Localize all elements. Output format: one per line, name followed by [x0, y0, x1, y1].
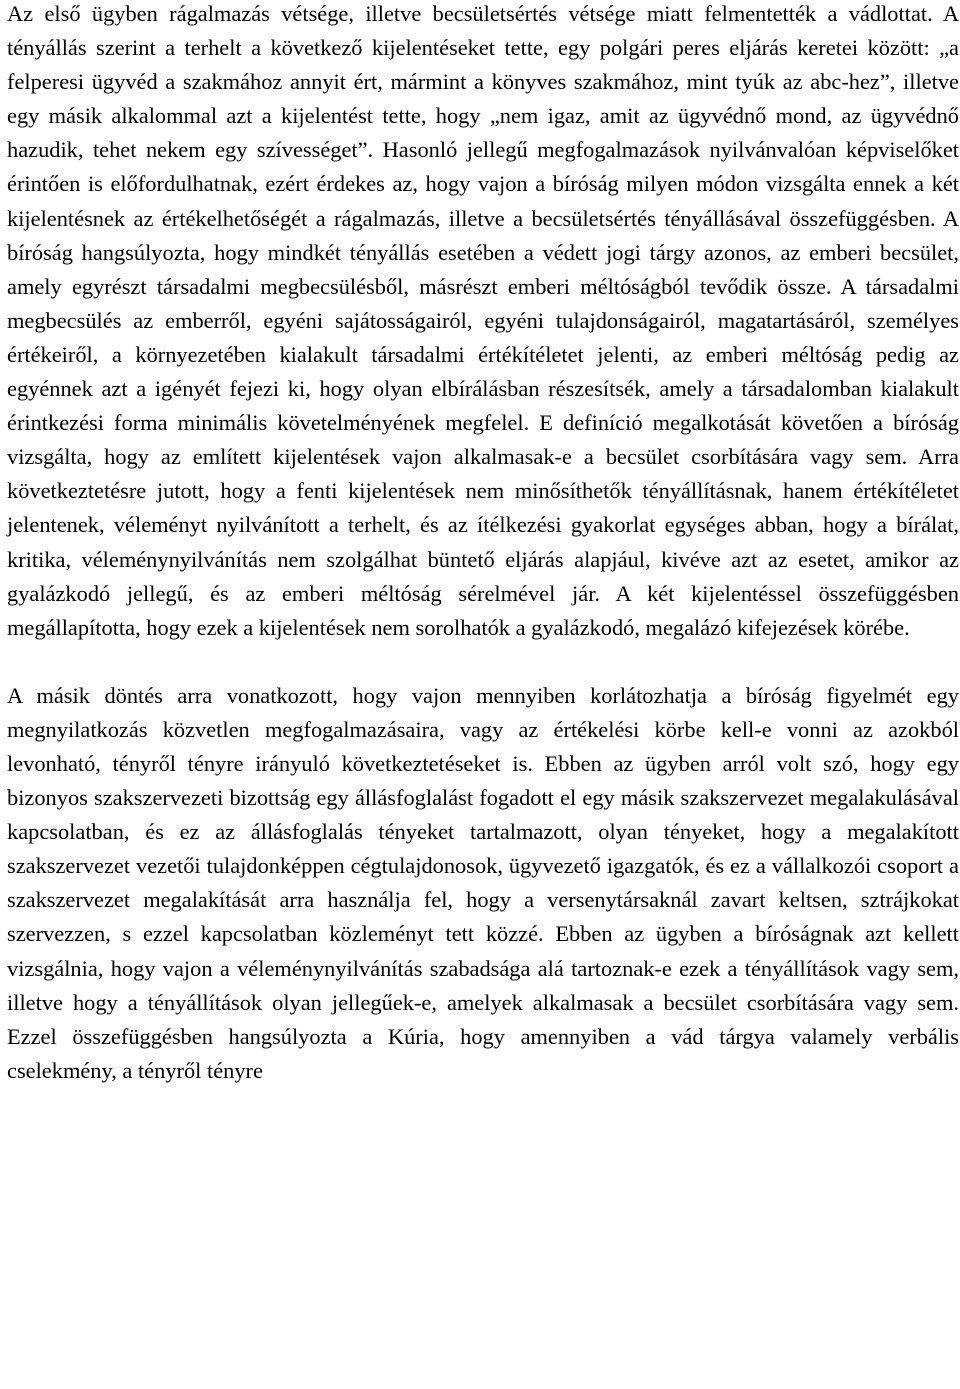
- paragraph-first-case: Az első ügyben rágalmazás vétsége, illetve becsületsértés vétsége miatt felmentették a vádlottat. A tényállás szerint a terhelt a következő kijelentéseket tette, egy polgári peres eljárás keretei között: „a felperesi ügyvéd a szakmához annyit ért, mármint a könyves szakmához, mint tyúk az abc-hez”, illetve egy másik alkalommal azt a kijelentést tette, hogy „nem igaz, amit az ügyvédnő mond, az ügyvédnő hazudik, tehet nekem egy szívességet”. Hasonló jellegű megfogalmazások nyilvánvalóan képviselőket érintően is előfordulhatnak, ezért érdekes az, hogy vajon a bíróság milyen módon vizsgálta ennek a két kijelentésnek az értékelhetőségét a rágalmazás, illetve a becsületsértés tényállásával összefüggésben. A bíróság hangsúlyozta, hogy mindkét tényállás esetében a védett jogi tárgy azonos, az emberi becsület, amely egyrészt társadalmi megbecsülésből, másrészt emberi méltóságból tevődik össze. A társadalmi megbecsülés az emberről, egyéni sajátosságairól, egyéni tulajdonságairól, magatartásáról, személyes értékeiről, a környezetében kialakult társadalmi értékítéletet jelenti, az emberi méltóság pedig az egyénnek azt a igényét fejezi ki, hogy olyan elbírálásban részesítsék, amely a társadalomban kialakult érintkezési forma minimális követelményének megfelel. E definíció megalkotását követően a bíróság vizsgálta, hogy az említett kijelentések vajon alkalmasak-e a becsület csorbítására vagy sem. Arra következtetésre jutott, hogy a fenti kijelentések nem minősíthetők tényállításnak, hanem értékítéletet jelentenek, véleményt nyilvánított a terhelt, és az ítélkezési gyakorlat egységes abban, hogy a bírálat, kritika, véleménynyilvánítás nem szolgálhat büntető eljárás alapjául, kivéve azt az esetet, amikor az gyalázkodó jellegű, és az emberi méltóság sérelmével jár. A két kijelentéssel összefüggésben megállapította, hogy ezek a kijelentések nem sorolhatók a gyalázkodó, megalázó kifejezések körébe.: [7, 1, 959, 640]
- paragraph-second-decision: A másik döntés arra vonatkozott, hogy vajon mennyiben korlátozhatja a bíróság figyelmét egy megnyilatkozás közvetlen megfogalmazásaira, vagy az értékelési körbe kell-e vonni az azokból levonható, tényről tényre irányuló következtetéseket is. Ebben az ügyben arról volt szó, hogy egy bizonyos szakszervezeti bizottság egy állásfoglalást fogadott el egy másik szakszervezet megalakulásával kapcsolatban, és ez az állásfoglalás tényeket tartalmazott, olyan tényeket, hogy a megalakított szakszervezet vezetői tulajdonképpen cégtulajdonosok, ügyvezető igazgatók, és ez a vállalkozói csoport a szakszervezet megalakítását arra használja fel, hogy a versenytársaknál zavart keltsen, sztrájkokat szervezzen, s ezzel kapcsolatban közleményt tett közzé. Ebben az ügyben a bíróságnak azt kellett vizsgálnia, hogy vajon a véleménynyilvánítás szabadsága alá tartoznak-e ezek a tényállítások vagy sem, illetve hogy a tényállítások olyan jellegűek-e, amelyek alkalmasak a becsület csorbítására vagy sem. Ezzel összefüggésben hangsúlyozta a Kúria, hogy amennyiben a vád tárgya valamely verbális cselekmény, a tényről tényre: [7, 682, 959, 1083]
- document-page: [7, 0, 959, 1088]
